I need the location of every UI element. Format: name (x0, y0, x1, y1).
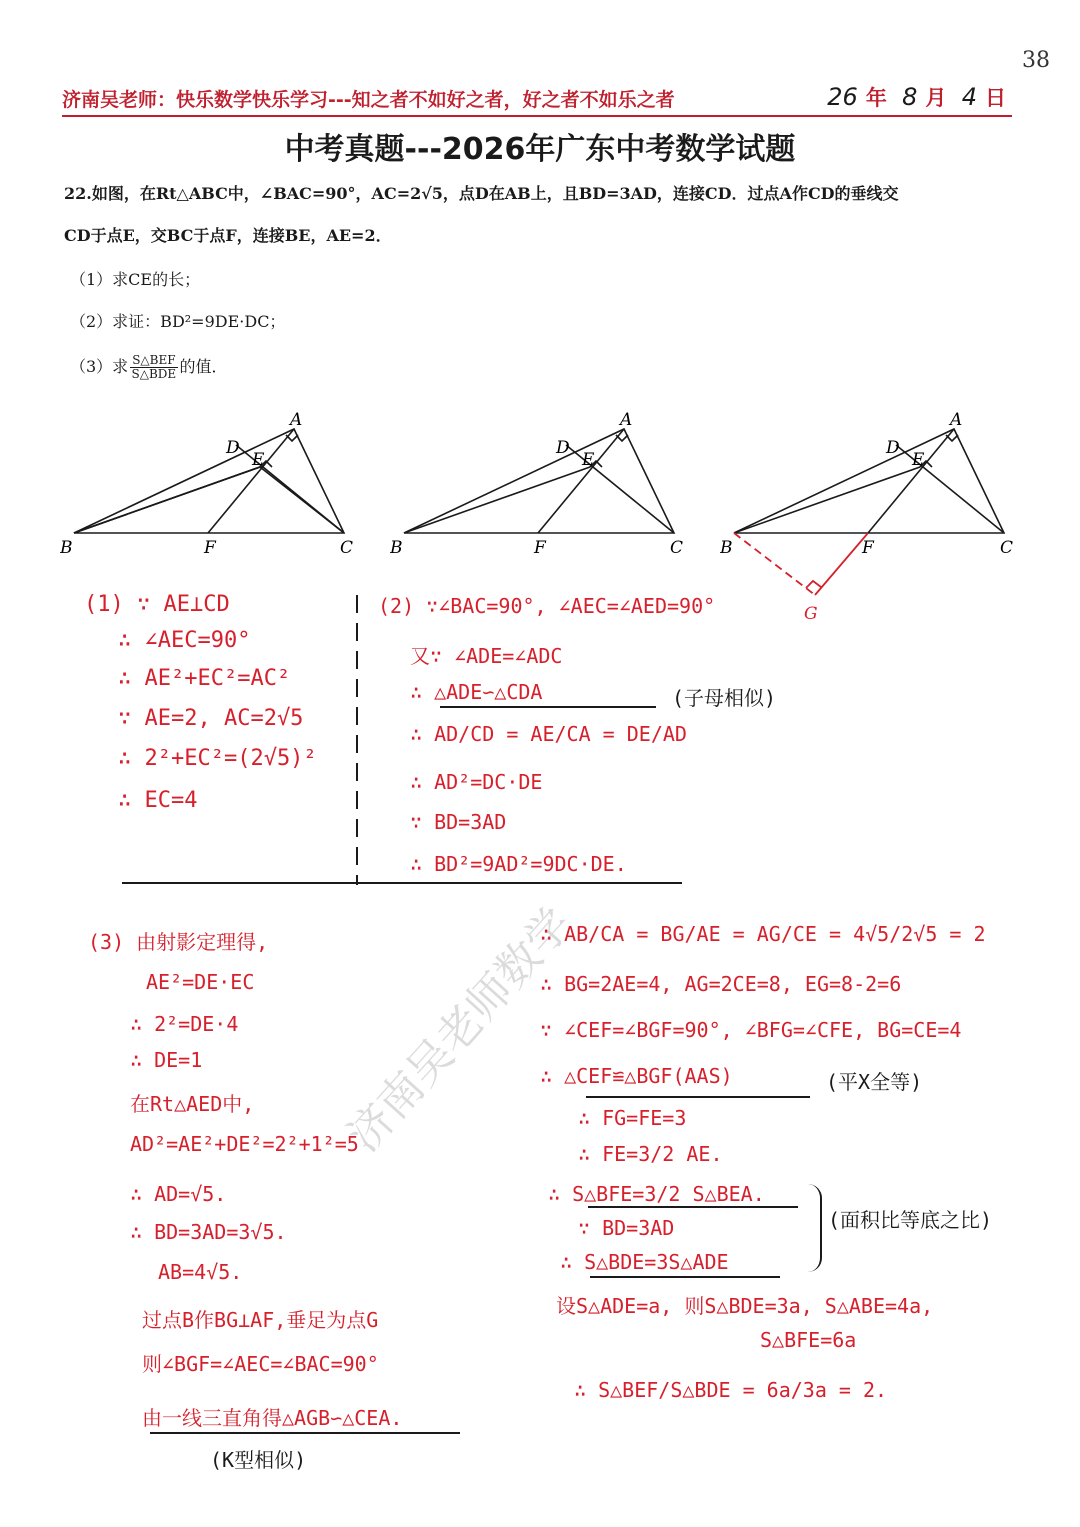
date-year-unit: 年 (865, 86, 887, 110)
sol3-left-line: 则∠BGF=∠AEC=∠BAC=90° (142, 1352, 379, 1376)
label-D: D (556, 438, 570, 458)
label-A: A (620, 410, 633, 430)
sol3-left-line: 过点B作BG⊥AF,垂足为点G (142, 1308, 379, 1332)
sol3-left-line: AD²=AE²+DE²=2²+1²=5 (130, 1132, 359, 1156)
sol2-line: ∴ AD²=DC·DE (410, 770, 543, 794)
sol1-line: ∴ 2²+EC²=(2√5)² (118, 746, 317, 771)
sol3-left-line: ∴ BD=3AD=3√5. (130, 1220, 287, 1244)
sol3-area-note: (面积比等底之比) (828, 1208, 993, 1232)
sol3-right-line: ∵ ∠CEF=∠BGF=90°, ∠BFG=∠CFE, BG=CE=4 (540, 1018, 962, 1042)
sol2-note: (子母相似) (672, 686, 777, 710)
fraction-denominator: S△BDE (131, 367, 177, 382)
header-slogan: 济南吴老师：快乐数学快乐学习---知之者不如好之者，好之者不如乐之者 (62, 89, 675, 111)
sol3-right-line: ∴ BG=2AE=4, AG=2CE=8, EG=8-2=6 (540, 972, 902, 996)
sol1-line: (1) ∵ AE⊥CD (84, 592, 230, 617)
sol3-right-line: ∴ AB/CA = BG/AE = AG/CE = 4√5/2√5 = 2 (540, 922, 986, 946)
date-year: 26 (827, 83, 858, 111)
sol2-line: 又∵ ∠ADE=∠ADC (410, 644, 563, 668)
sol3-left-line: ∴ 2²=DE·4 (130, 1012, 239, 1036)
label-B: B (60, 538, 73, 558)
part3-prefix: （3）求 (70, 357, 129, 377)
label-B: B (720, 538, 733, 558)
underline (590, 1276, 780, 1278)
page-number: 38 (1022, 48, 1050, 73)
sol2-line: ∴ AD/CD = AE/CA = DE/AD (410, 722, 687, 746)
underline (440, 706, 656, 708)
problem-line-2: CD于点E，交BC于点F，连接BE，AE=2． (64, 226, 392, 245)
sol2-line: (2) ∵∠BAC=90°, ∠AEC=∠AED=90° (378, 594, 716, 618)
sol3-left-line: AB=4√5. (158, 1260, 243, 1284)
column-divider (356, 595, 358, 885)
label-E: E (912, 450, 925, 470)
label-F: F (204, 538, 216, 558)
header-date (819, 82, 1006, 112)
section-divider (122, 882, 682, 884)
label-F: F (534, 538, 546, 558)
watermark: 济南吴老师数学 (338, 898, 583, 1162)
sol3-left-line: (3) 由射影定理得, (88, 930, 269, 954)
document-title: 中考真题---2026年广东中考数学试题 (284, 132, 796, 167)
sol3-left-line: ∴ AD=√5. (130, 1182, 227, 1206)
brace (806, 1184, 822, 1272)
problem-part-3 (70, 354, 228, 381)
sol2-line: ∴ BD²=9AD²=9DC·DE. (410, 852, 627, 876)
area-ratio-fraction (130, 354, 177, 381)
sol3-right-line: 设S△ADE=a, 则S△BDE=3a, S△ABE=4a, (556, 1294, 934, 1318)
problem-line-1: 22.如图，在Rt△ABC中，∠BAC=90°，AC=2√5，点D在AB上，且BD=3AD，连接CD．过点A作CD的垂线交 (64, 184, 899, 203)
triangle-figure-1 (60, 405, 370, 560)
sol1-line: ∴ ∠AEC=90° (118, 628, 251, 653)
label-D: D (886, 438, 900, 458)
sol3-left-line: 由一线三直角得△AGB∽△CEA. (142, 1406, 403, 1430)
triangle-figure-2 (390, 405, 700, 560)
sol1-line: ∴ EC=4 (118, 788, 198, 813)
sol2-line: ∴ △ADE∽△CDA (410, 680, 543, 704)
label-E: E (582, 450, 595, 470)
sol3-right-line: ∴ FG=FE=3 (578, 1106, 687, 1130)
label-E: E (252, 450, 265, 470)
sol3-right-line: ∴ S△BFE=3/2 S△BEA. (548, 1182, 765, 1206)
label-B: B (390, 538, 403, 558)
underline (150, 1432, 460, 1434)
sol2-line: ∵ BD=3AD (410, 810, 507, 834)
sol3-right-line: ∴ S△BEF/S△BDE = 6a/3a = 2. (574, 1378, 888, 1402)
label-C: C (1000, 538, 1014, 558)
underline (588, 1206, 798, 1208)
triangle-figure-3 (720, 405, 1030, 635)
date-day-unit: 日 (985, 86, 1006, 110)
date-month: 8 (902, 83, 918, 111)
date-day: 4 (961, 83, 977, 111)
part3-suffix: 的值． (179, 357, 228, 377)
label-C: C (670, 538, 684, 558)
sol3-right-line: S△BFE=6a (760, 1328, 857, 1352)
sol3-left-line: 在Rt△AED中, (130, 1092, 255, 1116)
label-A: A (290, 410, 303, 430)
sol3-left-line: AE²=DE·EC (146, 970, 255, 994)
label-F: F (862, 538, 874, 558)
sol1-line: ∴ AE²+EC²=AC² (118, 666, 291, 691)
date-month-unit: 月 (925, 86, 947, 110)
sol3-left-note: (K型相似) (210, 1448, 307, 1472)
underline (586, 1096, 810, 1098)
label-A: A (950, 410, 963, 430)
sol3-right-line: ∴ S△BDE=3S△ADE (560, 1250, 729, 1274)
sol3-left-line: ∴ DE=1 (130, 1048, 203, 1072)
header-bar (62, 82, 1012, 117)
sol3-right-line: ∴ △CEF≌△BGF(AAS) (540, 1064, 733, 1088)
label-G: G (804, 604, 818, 624)
problem-part-1: （1）求CE的长； (70, 270, 201, 289)
label-C: C (340, 538, 354, 558)
sol1-line: ∵ AE=2, AC=2√5 (118, 706, 304, 731)
sol3-right-line: ∵ BD=3AD (578, 1216, 675, 1240)
sol3-right-line: ∴ FE=3/2 AE. (578, 1142, 723, 1166)
label-D: D (226, 438, 240, 458)
fraction-numerator: S△BEF (132, 353, 176, 367)
problem-part-2: （2）求证：BD²=9DE·DC； (70, 312, 286, 331)
sol3-aas-note: (平X全等) (826, 1070, 923, 1094)
